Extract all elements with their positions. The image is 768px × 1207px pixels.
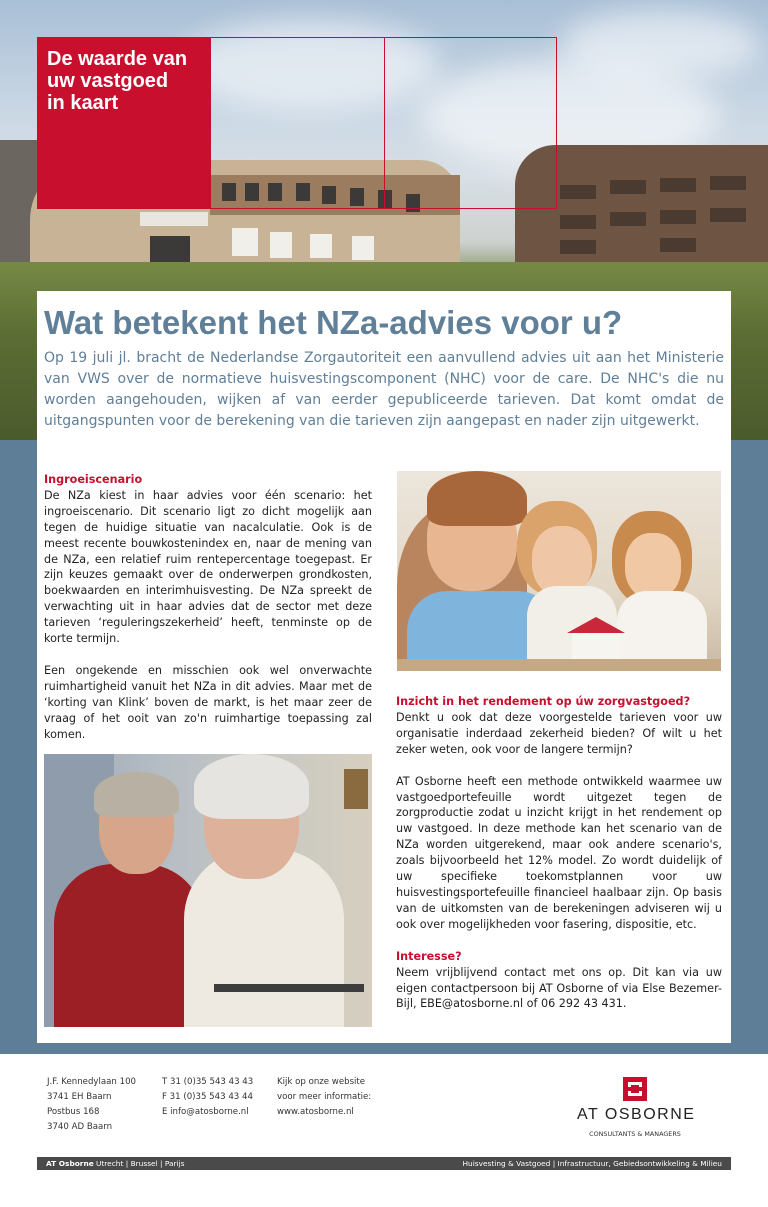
footer-contact <box>162 1075 253 1120</box>
left-column <box>44 472 372 743</box>
fax-number: F 31 (0)35 543 43 44 <box>162 1092 253 1102</box>
section-paragraph: De NZa kiest in haar advies voor één scenario: het ingroeiscenario. Dit scenario ligt zo dicht mogelijk aan tegen de huidige situatie van nacalculatie. Ook is de meest recente bouwkostenindex en, naar de mening van de NZa, een relatief ruim rentepercentage toegepast. Er zijn keuzes gemaakt over de onderwerpen grondkosten, boekwaarden en interimhuisvesting. De NZa spreekt de verwachting uit in haar advies dat de sector met deze tarieven ‘reguleringszekerheid’ heeft, tenminste op de korte termijn. <box>44 488 372 646</box>
bar-brand: AT Osborne <box>46 1159 94 1168</box>
footer-address <box>47 1075 136 1135</box>
section-paragraph: Denkt u ook dat deze voorgestelde tarieven voor uw organisatie inderdaad zekerheid bieden? Of wilt u het zeker weten, ook voor de langere termijn? <box>396 710 722 756</box>
website-label: Kijk op onze website <box>277 1077 366 1087</box>
right-column <box>396 694 722 1012</box>
website-link[interactable]: www.atosborne.nl <box>277 1107 354 1117</box>
section-heading: Interesse? <box>396 949 462 963</box>
logo-wordmark: AT OSBORNE <box>577 1106 696 1123</box>
article-title: Wat betekent het NZa-advies voor u? <box>44 304 623 341</box>
phone-number: T 31 (0)35 543 43 43 <box>162 1077 254 1087</box>
section-paragraph: Een ongekende en misschien ook wel onverwachte ruimhartigheid vanuit het NZa in dit advies. Maar met de ‘korting van Klink’ boven de markt, is het maar zeer de vraag of het ooit van zo'n ruimhartige toepassing zal komen. <box>44 663 372 741</box>
bar-cities: Utrecht | Brussel | Parijs <box>96 1159 185 1168</box>
email-link[interactable]: E info@atosborne.nl <box>162 1107 249 1117</box>
address-line: 3740 AD Baarn <box>47 1122 113 1132</box>
frame-line <box>384 37 385 209</box>
logo-tagline: CONSULTANTS & MANAGERS <box>589 1130 681 1138</box>
children-photo <box>397 471 721 671</box>
footer-bar <box>37 1157 731 1170</box>
article-intro: Op 19 juli jl. bracht de Nederlandse Zorgautoriteit een aanvullend advies uit aan het Ministerie van VWS over de normatieve huisvestingscomponent (NHC) voor de care. De NHC's die nu worden aangehouden, wijken af van eerder gepubliceerde tarieven. Dat komt omdat de uitgangspunten voor de berekening van die tarieven zijn aangepast en nader zijn uitgewerkt. <box>44 350 724 429</box>
footer-website <box>277 1075 371 1120</box>
section-paragraph: AT Osborne heeft een methode ontwikkeld waarmee uw vastgoedportefeuille wordt uitgezet tegen de zorgproductie zodat u inzicht krijgt in het rendement op uw vastgoed. In deze methode kan het scenario van de NZa worden uitgerekend, maar ook andere scenario's, zoals bijvoorbeeld het 12% model. Zo wordt duidelijk of uw specifieke toekomstplannen voor uw huisvestingsportefeuille financieel haalbaar zijn. Op basis van de uitkomsten van de berekeningen adviseren wij u ook over mogelijkheden voor fasering, dispositie, etc. <box>396 774 722 931</box>
contact-paragraph: Neem vrijblijvend contact met ons op. Dit kan via uw eigen contactpersoon bij AT Osborne of via Else Bezemer-Bijl, EBE@atosborne.nl of 06 292 43 431. <box>396 965 722 1011</box>
address-line: Postbus 168 <box>47 1107 100 1117</box>
section-heading: Inzicht in het rendement op úw zorgvastgoed? <box>396 695 691 708</box>
website-label: voor meer informatie: <box>277 1092 372 1102</box>
section-heading: Ingroeiscenario <box>44 473 143 486</box>
tagline-line: in kaart <box>47 92 119 114</box>
tagline-line: De waarde van <box>47 48 188 70</box>
osborne-logo-icon <box>623 1077 647 1101</box>
address-line: 3741 EH Baarn <box>47 1092 112 1102</box>
tagline-line: uw vastgoed <box>47 70 169 92</box>
tagline-box <box>37 37 211 209</box>
address-line: J.F. Kennedylaan 100 <box>47 1077 137 1087</box>
caregiver-photo <box>44 754 372 1027</box>
bar-services: Huisvesting & Vastgoed | Infrastructuur, Gebiedsontwikkeling & Milieu <box>462 1159 722 1168</box>
